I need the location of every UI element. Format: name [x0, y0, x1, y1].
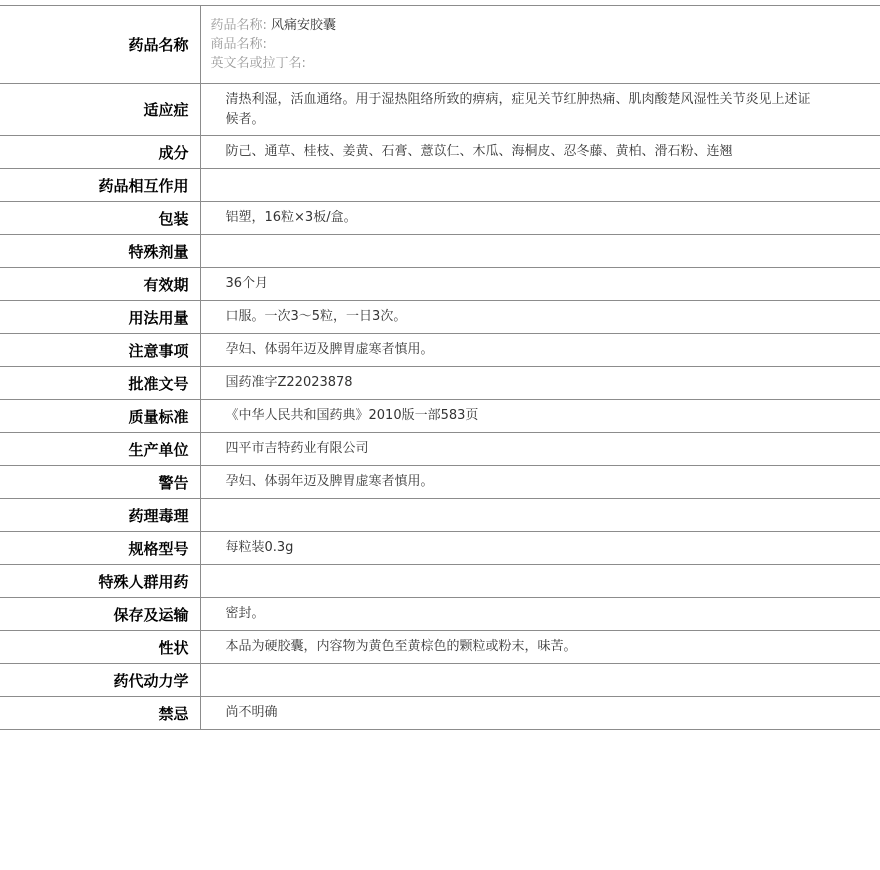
table-row-drug-name	[0, 6, 880, 84]
row-value: 每粒装0.3g	[200, 532, 880, 565]
english-name-label: 英文名或拉丁名:	[210, 56, 306, 71]
drug-info-table	[0, 5, 880, 730]
row-value	[200, 235, 880, 268]
row-label: 用法用量	[0, 301, 200, 334]
row-value: 四平市吉特药业有限公司	[200, 433, 880, 466]
table-row-manufacturer	[0, 433, 880, 466]
row-value: 《中华人民共和国药典》2010版一部583页	[200, 400, 880, 433]
row-value: 孕妇、体弱年迈及脾胃虚寒者慎用。	[200, 466, 880, 499]
row-label: 生产单位	[0, 433, 200, 466]
row-label: 质量标准	[0, 400, 200, 433]
row-label: 警告	[0, 466, 200, 499]
table-row-contraindications	[0, 697, 880, 730]
row-value: 国药准字Z22023878	[200, 367, 880, 400]
row-label: 注意事项	[0, 334, 200, 367]
trade-name-line	[211, 35, 821, 54]
table-row-interactions	[0, 169, 880, 202]
table-row-ingredients	[0, 136, 880, 169]
row-value: 铝塑，16粒×3板/盒。	[200, 202, 880, 235]
table-row-appearance	[0, 631, 880, 664]
row-label: 有效期	[0, 268, 200, 301]
row-label: 规格型号	[0, 532, 200, 565]
trade-name-label: 商品名称:	[210, 37, 267, 52]
row-label: 包装	[0, 202, 200, 235]
table-row-approval-number	[0, 367, 880, 400]
english-name-line	[211, 54, 821, 73]
row-value	[200, 169, 880, 202]
drug-name-value: 风痛安胶囊	[271, 18, 337, 33]
row-label: 药品名称	[0, 6, 200, 84]
row-label: 药品相互作用	[0, 169, 200, 202]
row-value: 尚不明确	[200, 697, 880, 730]
drug-name-label: 药品名称:	[210, 18, 267, 33]
table-row-pharmacokinetics	[0, 664, 880, 697]
row-value: 本品为硬胶囊，内容物为黄色至黄棕色的颗粒或粉末，味苦。	[200, 631, 880, 664]
row-value: 清热利湿，活血通络。用于湿热阻络所致的痹病，症见关节红肿热痛、肌肉酸楚风湿性关节炎见上述证候者。	[200, 84, 880, 136]
row-label: 特殊剂量	[0, 235, 200, 268]
table-row-pharmacology	[0, 499, 880, 532]
row-value	[200, 664, 880, 697]
row-value	[200, 565, 880, 598]
table-row-usage	[0, 301, 880, 334]
row-label: 药理毒理	[0, 499, 200, 532]
row-value: 防己、通草、桂枝、姜黄、石膏、薏苡仁、木瓜、海桐皮、忍冬藤、黄柏、滑石粉、连翘	[200, 136, 880, 169]
row-label: 批准文号	[0, 367, 200, 400]
row-value: 口服。一次3～5粒，一日3次。	[200, 301, 880, 334]
row-label: 保存及运输	[0, 598, 200, 631]
drug-name-values	[200, 6, 880, 84]
row-value: 密封。	[200, 598, 880, 631]
table-row-precautions	[0, 334, 880, 367]
table-row-specification	[0, 532, 880, 565]
table-row-warning	[0, 466, 880, 499]
row-label: 性状	[0, 631, 200, 664]
row-label: 禁忌	[0, 697, 200, 730]
table-row-packaging	[0, 202, 880, 235]
table-row-special-dosage	[0, 235, 880, 268]
row-label: 特殊人群用药	[0, 565, 200, 598]
row-label: 成分	[0, 136, 200, 169]
row-value	[200, 499, 880, 532]
table-row-quality-standard	[0, 400, 880, 433]
row-value: 孕妇、体弱年迈及脾胃虚寒者慎用。	[200, 334, 880, 367]
row-label: 适应症	[0, 84, 200, 136]
row-value: 36个月	[200, 268, 880, 301]
table-row-shelf-life	[0, 268, 880, 301]
table-row-special-populations	[0, 565, 880, 598]
row-label: 药代动力学	[0, 664, 200, 697]
table-row-indication	[0, 84, 880, 136]
drug-name-line	[211, 16, 821, 35]
table-row-storage	[0, 598, 880, 631]
